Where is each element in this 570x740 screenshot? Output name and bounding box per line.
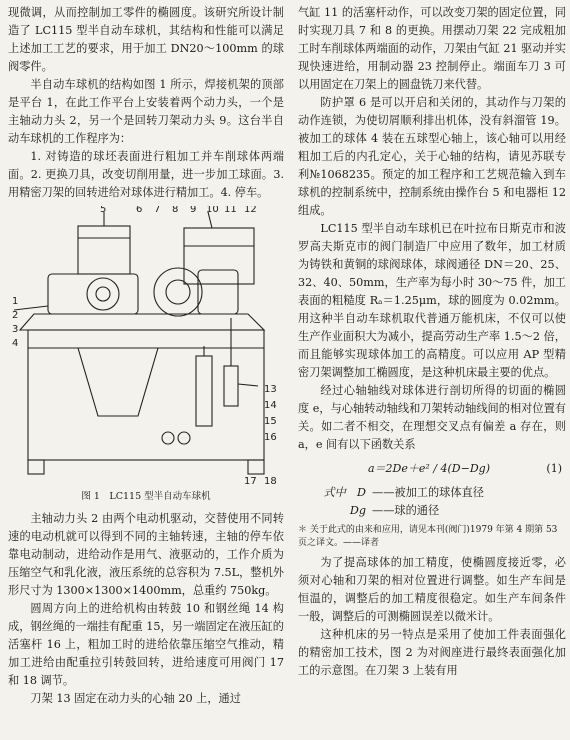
- callout-label: 2: [12, 310, 19, 321]
- callout-label: 1: [12, 296, 19, 307]
- callout-label: 11: [224, 206, 237, 215]
- equation-body: a＝2De＋e² / 4(D−Dg): [368, 462, 490, 475]
- paragraph: 刀架 13 固定在动力头的心轴 20 上，通过: [30, 692, 241, 705]
- callout-label: 17: [244, 476, 257, 487]
- callout-label: 12: [244, 206, 257, 215]
- paragraph: LC115 型半自动车球机已在叶拉布日斯克市和波罗高夫斯克市的阀门制造厂中应用了数年，加工材质为铸铁和黄铜的球阀球体，球阀通径 DN＝20、25、32、40、50mm，生产率为每小时 30～75 件，加工表面的粗糙度 Rₐ＝1.25μm，球的圆度为 0.02mm。用这种半自动车球机取代普通万能机床，不仅可以使生产作业面积大为减小，提高劳动生产率 1.5～2 倍，而且能够实现球体加工的高精度。可以应用 AP 型精密刀架调整加工椭圆度，是这种机床最主要的优点。: [298, 222, 566, 379]
- paragraph: 防护罩 6 是可以开启和关闭的，其动作与刀架的动作连锁，为使切屑顺利排出机体，没有斜溜管 19。被加工的球体 4 装在五球型心轴上，该心轴可以用经粗加工后的内孔定心，关于心轴的结构，请见苏联专利№1068235。预定的加工程序和工艺规范输入到车球机的控制系统中，控制系统由操作台 5 和电器柜 12 组成。: [298, 96, 566, 217]
- definition-symbol: 式中 D: [323, 486, 366, 499]
- callout-label: 15: [264, 416, 277, 427]
- paragraph: 这种机床的另一特点是采用了使加工件表面强化的精密加工技术，图 2 为对阀座进行最终表面强化加工的示意图。在刀架 3 上装有用: [298, 628, 566, 677]
- callout-label: 6: [136, 206, 143, 215]
- figure-1-lathe-drawing: [8, 206, 284, 488]
- definition-symbol: Dg: [349, 504, 366, 517]
- left-column: [8, 4, 284, 708]
- paragraph: 半自动车球机的结构如图 1 所示，焊接机架的顶部是平台 1，在此工作平台上安装着两个动力头，一个是主轴动力头 2，另一个是回转刀架动力头 9。这台半自动车球机的工作程序为：: [8, 78, 284, 145]
- equation: [298, 460, 566, 478]
- callout-label: 4: [12, 338, 19, 349]
- definition-text: ——球的通径: [372, 504, 440, 517]
- callout-label: 18: [264, 476, 277, 487]
- callout-label: 7: [154, 206, 161, 215]
- callout-label: 8: [172, 206, 179, 215]
- paragraph: 经过心轴轴线对球体进行剖切所得的切面的椭圆度 e，与心轴转动轴线和刀架转动轴线间的相对位置有关。如二者不相交，在理想交叉点有偏差 a 存在，则 a，e 间有以下函数关系: [298, 384, 566, 451]
- symbol-definitions: [298, 484, 566, 520]
- callout-label: 16: [264, 432, 277, 443]
- right-column: [298, 4, 566, 680]
- paragraph: 主轴动力头 2 由两个电动机驱动，交替使用不同转速的电动机就可以得到不同的主轴转速，主轴的停车依靠电动制动，进给动作是用气、液驱动的，工作介质为压缩空气和乳化液，液压系统的总容积为 7.5L，整机外形尺寸为 1300×1300×1400mm，总重约 750kg。: [8, 512, 284, 597]
- footnote: ＊ 关于此式的由来和应用，请见本刊(阀门)1979 年第 4 期第 53 页之译文。——译者: [298, 525, 558, 548]
- callout-label: 10: [206, 206, 219, 215]
- definition-row: [298, 502, 566, 520]
- callout-label: 14: [264, 400, 277, 411]
- callout-label: 3: [12, 324, 19, 335]
- definition-row: [298, 484, 566, 502]
- callout-label: 5: [100, 206, 107, 215]
- paragraph: 现微调，从而控制加工零件的椭圆度。该研究所设计制造了 LC115 型半自动车球机，其结构和性能可以满足上述加工工艺的要求，用于加工 DN20～100mm 的球阀零件。: [8, 6, 284, 73]
- paragraph: 圆周方向上的进给机构由转鼓 10 和钢丝绳 14 构成，钢丝绳的一端挂有配重 15，另一端固定在液压缸的活塞杆 16 上，粗加工时的进给依靠压缩空气推动，精加工进给由配重拉引转鼓回转，进给速度可用阀门 17 和 18 调节。: [8, 602, 284, 687]
- paragraph: 为了提高球体的加工精度，使椭圆度接近零，必须对心轴和刀架的相对位置进行调整。如生产车间是恒温的，调整后的加工精度很稳定。如生产车间条件一般，调整后的可测椭圆误差以微米计。: [298, 556, 566, 623]
- callout-label: 13: [264, 384, 277, 395]
- equation-number: (1): [546, 462, 562, 475]
- paragraph: 1. 对铸造的球坯表面进行粗加工并车削球体两端面。2. 更换刀具，改变切削用量，进一步加工球面。3. 用精密刀架的回转进给对球体进行精加工。4. 停车。: [8, 150, 284, 199]
- paragraph: 气缸 11 的活塞杆动作，可以改变刀架的固定位置，同时实现刀具 7 和 8 的更换。用摆动刀架 22 完成粗加工时车削球体两端面的动作，刀架由气缸 21 驱动并实现快速进给，用制动器 23 控制停止。端面车刀 3 可以用固定在刀架上的圆盘铣刀来代替。: [298, 6, 566, 91]
- figure-caption: 图 1 LC115 型半自动车球机: [81, 491, 211, 502]
- callout-label: 9: [190, 206, 197, 215]
- definition-text: ——被加工的球体直径: [372, 486, 484, 499]
